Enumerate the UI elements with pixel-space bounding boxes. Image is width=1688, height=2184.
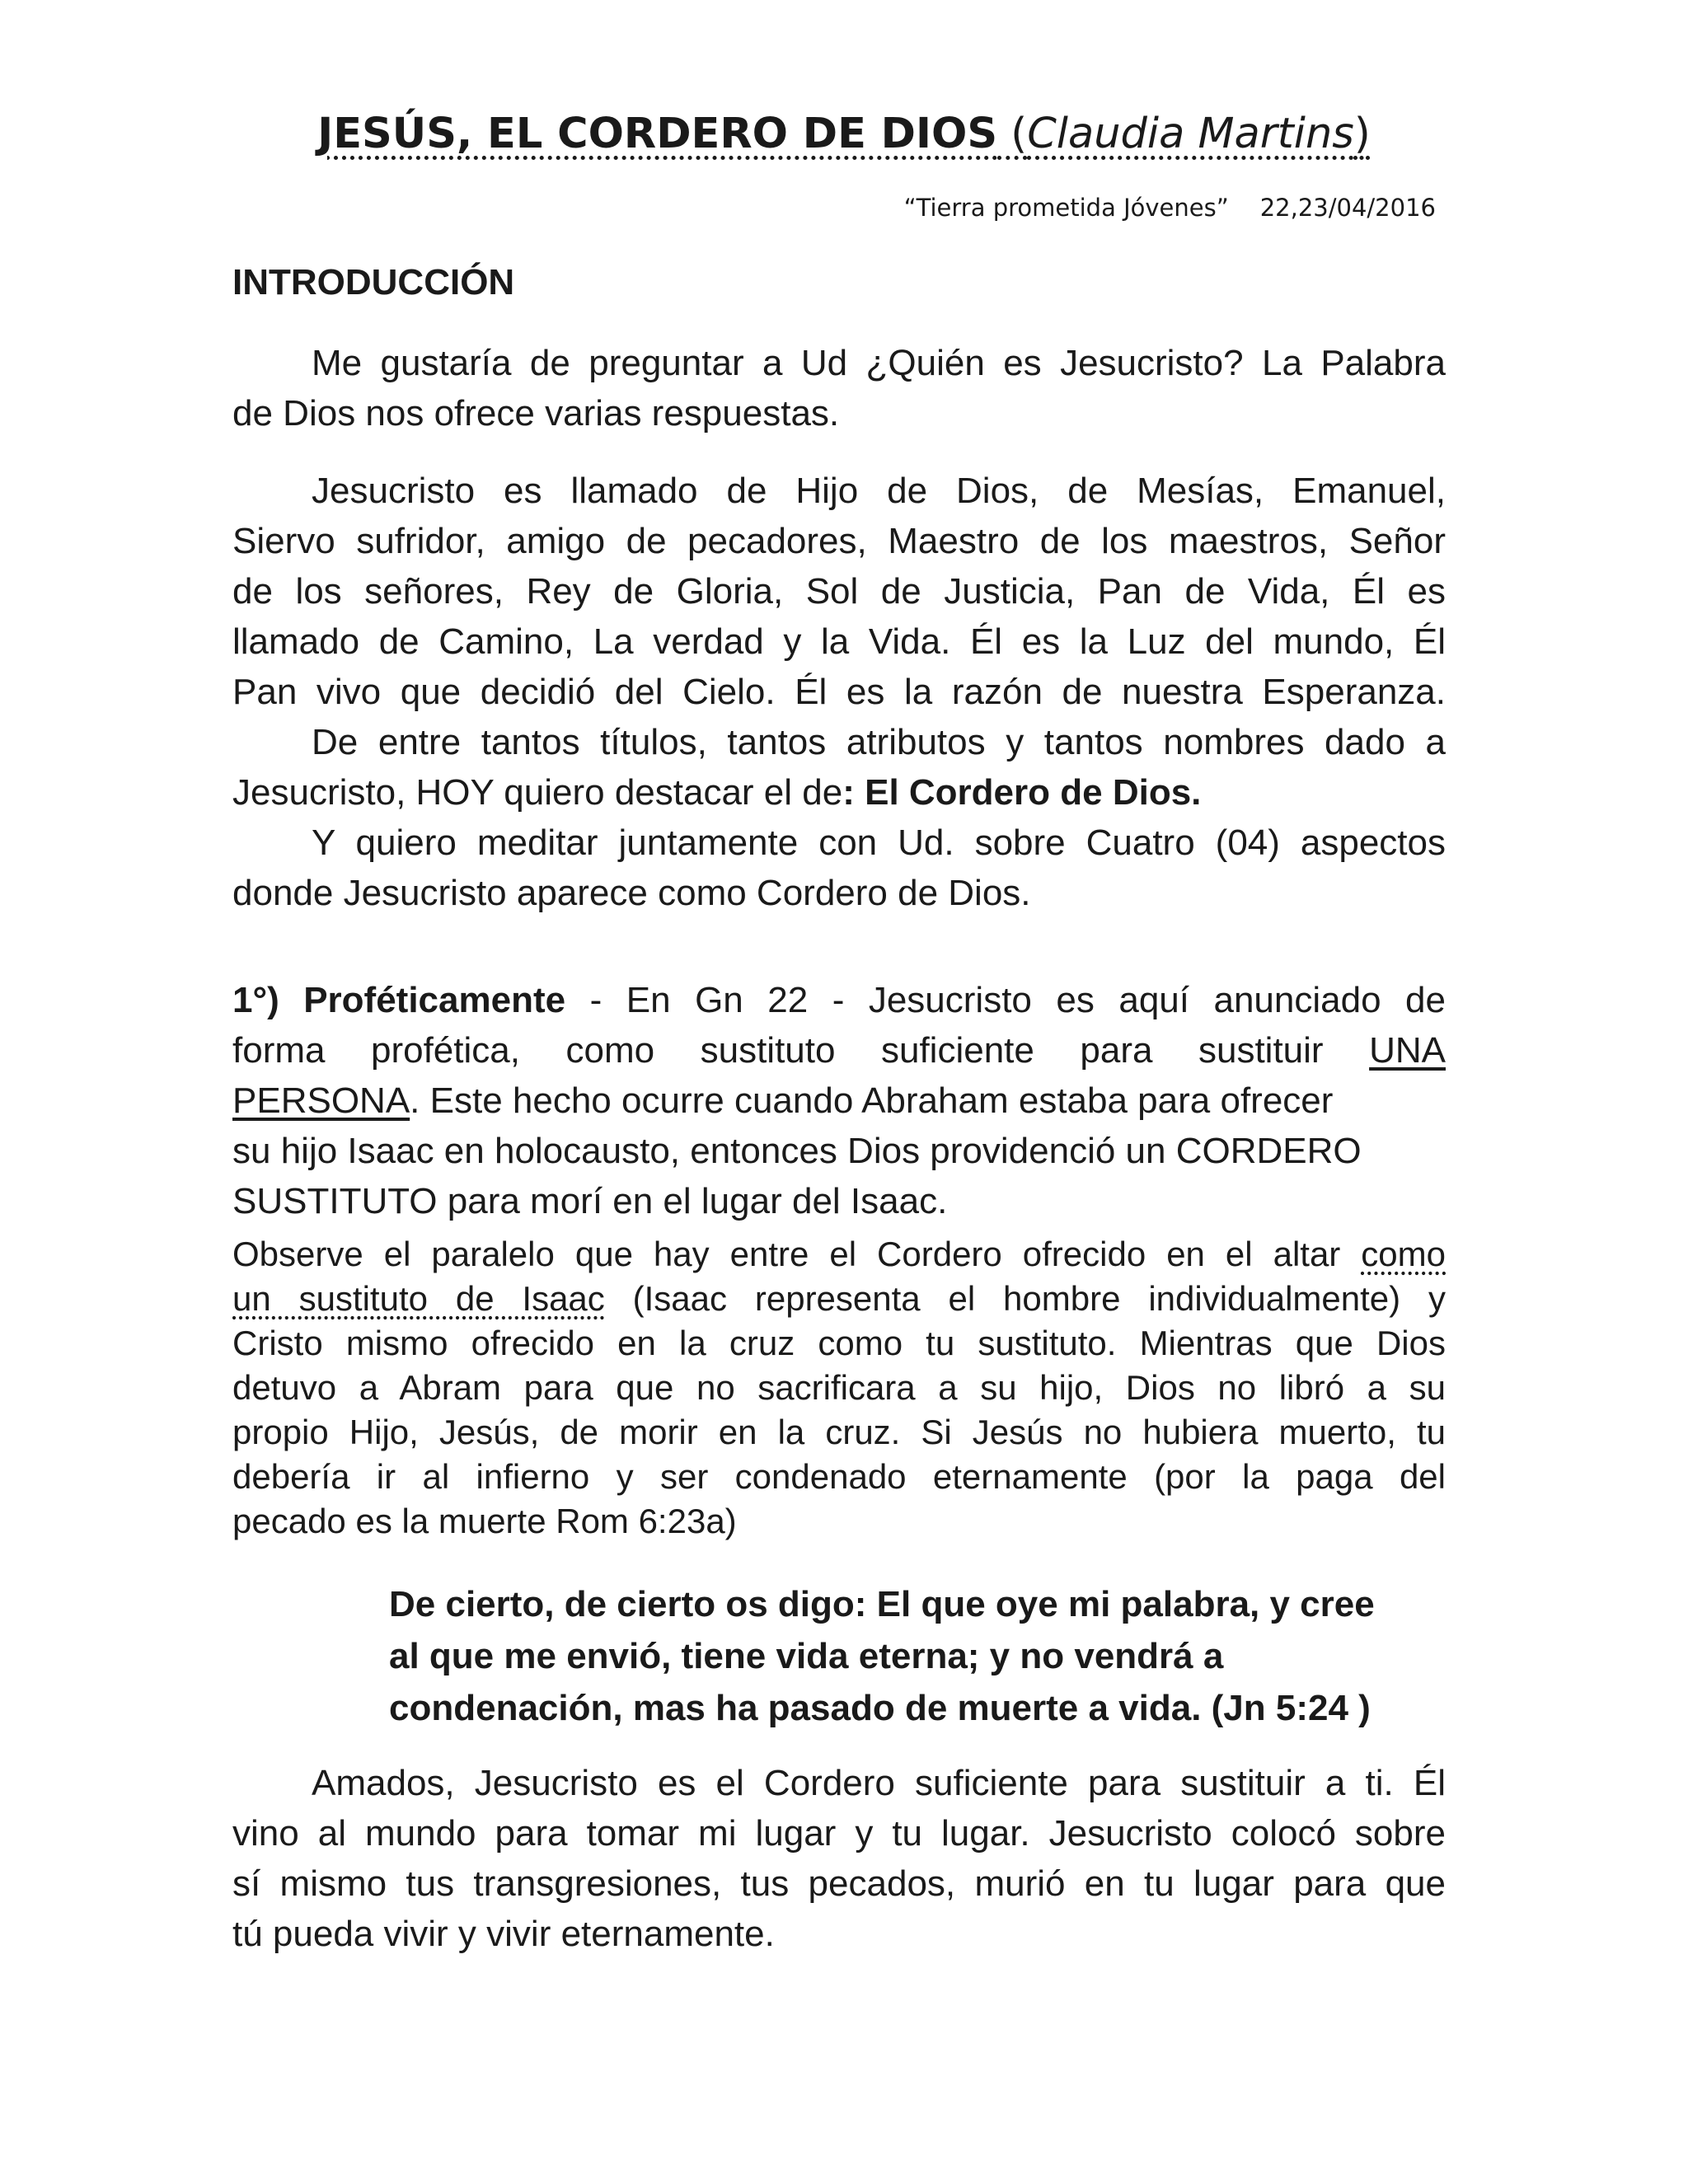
underlined-text: como (1361, 1235, 1446, 1273)
event-name: “Tierra prometida Jóvenes” (903, 194, 1229, 222)
text-line: propio Hijo, Jesús, de morir en la cruz. Si Jesús no hubiera muerto, tu (232, 1413, 1446, 1451)
text-line: de Dios nos ofrece varias respuestas. (232, 393, 840, 434)
quote-line: De cierto, de cierto os digo: El que oye mi palabra, y cree (389, 1584, 1375, 1624)
event-date: 22,23/04/2016 (1259, 194, 1436, 222)
underlined-text: UNA (1369, 1030, 1446, 1071)
bible-quote (389, 1578, 1441, 1734)
underlined-text: PERSONA (232, 1080, 410, 1121)
intro-paragraph-2 (232, 466, 1446, 918)
text-line (232, 767, 1446, 818)
document-title (0, 109, 1688, 158)
text-run: Observe el paralelo que hay entre el Cordero ofrecido en el altar (232, 1235, 1362, 1273)
text-line (232, 1025, 1446, 1076)
title-text: JESÚS, EL CORDERO DE DIOS (317, 110, 998, 158)
text-line (232, 975, 1446, 1025)
title-paren-close: ) (1353, 110, 1371, 158)
text-line: Siervo sufridor, amigo de pecadores, Maestro de los maestros, Señor (232, 521, 1446, 561)
text-line: Amados, Jesucristo es el Cordero suficiente para sustituir a ti. Él (312, 1763, 1446, 1803)
text-line: donde Jesucristo aparece como Cordero de Dios. (232, 873, 1031, 913)
text-run: - En Gn 22 - Jesucristo es aquí anunciado de (565, 980, 1446, 1020)
underlined-text: un sustituto de Isaac (232, 1279, 605, 1318)
text-line: Jesucristo es llamado de Hijo de Dios, de Mesías, Emanuel, (312, 471, 1446, 511)
text-line: SUSTITUTO para morí en el lugar del Isaac. (232, 1181, 948, 1221)
text-run: forma profética, como sustituto suficiente para sustituir (232, 1030, 1370, 1071)
quote-line: condenación, mas ha pasado de muerte a vida. (Jn 5:24 ) (389, 1688, 1371, 1728)
text-line: su hijo Isaac en holocausto, entonces Dios providenció un CORDERO (232, 1131, 1362, 1171)
text-line (232, 1076, 1446, 1126)
text-line: Y quiero meditar juntamente con Ud. sobre Cuatro (04) aspectos (312, 823, 1446, 863)
text-line: llamado de Camino, La verdad y la Vida. Él es la Luz del mundo, Él (232, 621, 1446, 662)
text-line: Me gustaría de preguntar a Ud ¿Quién es Jesucristo? La Palabra (312, 343, 1446, 383)
event-line (904, 194, 1436, 222)
text-line: tú pueda vivir y vivir eternamente. (232, 1914, 775, 1954)
text-line: pecado es la muerte Rom 6:23a) (232, 1502, 737, 1540)
observe-paragraph (232, 1232, 1446, 1544)
text-run: (Isaac representa el hombre individualmente) y (604, 1279, 1446, 1318)
text-line: vino al mundo para tomar mi lugar y tu lugar. Jesucristo colocó sobre (232, 1813, 1446, 1854)
author-name: Claudia Martins (1027, 110, 1354, 158)
quote-line: al que me envió, tiene vida eterna; y no vendrá a (389, 1636, 1224, 1676)
text-line: detuvo a Abram para que no sacrificara a su hijo, Dios no libró a su (232, 1368, 1446, 1407)
text-line: de los señores, Rey de Gloria, Sol de Justicia, Pan de Vida, Él es (232, 571, 1446, 612)
text-line: Pan vivo que decidió del Cielo. Él es la razón de nuestra Esperanza. (232, 672, 1446, 712)
text-line: Cristo mismo ofrecido en la cruz como tu sustituto. Mientras que Dios (232, 1324, 1446, 1362)
point-label: 1°) Proféticamente (232, 980, 566, 1020)
title-paren-open: ( (997, 110, 1028, 158)
text-line: debería ir al infierno y ser condenado eternamente (por la paga del (232, 1457, 1446, 1496)
section-heading: INTRODUCCIÓN (232, 262, 515, 302)
text-run: Jesucristo, HOY quiero destacar el de (232, 772, 843, 813)
text-line (232, 1277, 1446, 1321)
text-line: sí mismo tus transgresiones, tus pecados, murió en tu lugar para que (232, 1863, 1446, 1904)
text-run: . Este hecho ocurre cuando Abraham estaba para ofrecer (410, 1080, 1334, 1121)
highlight-phrase: : El Cordero de Dios. (842, 772, 1202, 813)
text-line (232, 1232, 1446, 1277)
text-line: De entre tantos títulos, tantos atributos y tantos nombres dado a (312, 722, 1446, 762)
closing-paragraph (232, 1758, 1446, 1959)
point-1-paragraph (232, 975, 1446, 1226)
intro-paragraph-1 (232, 338, 1446, 438)
